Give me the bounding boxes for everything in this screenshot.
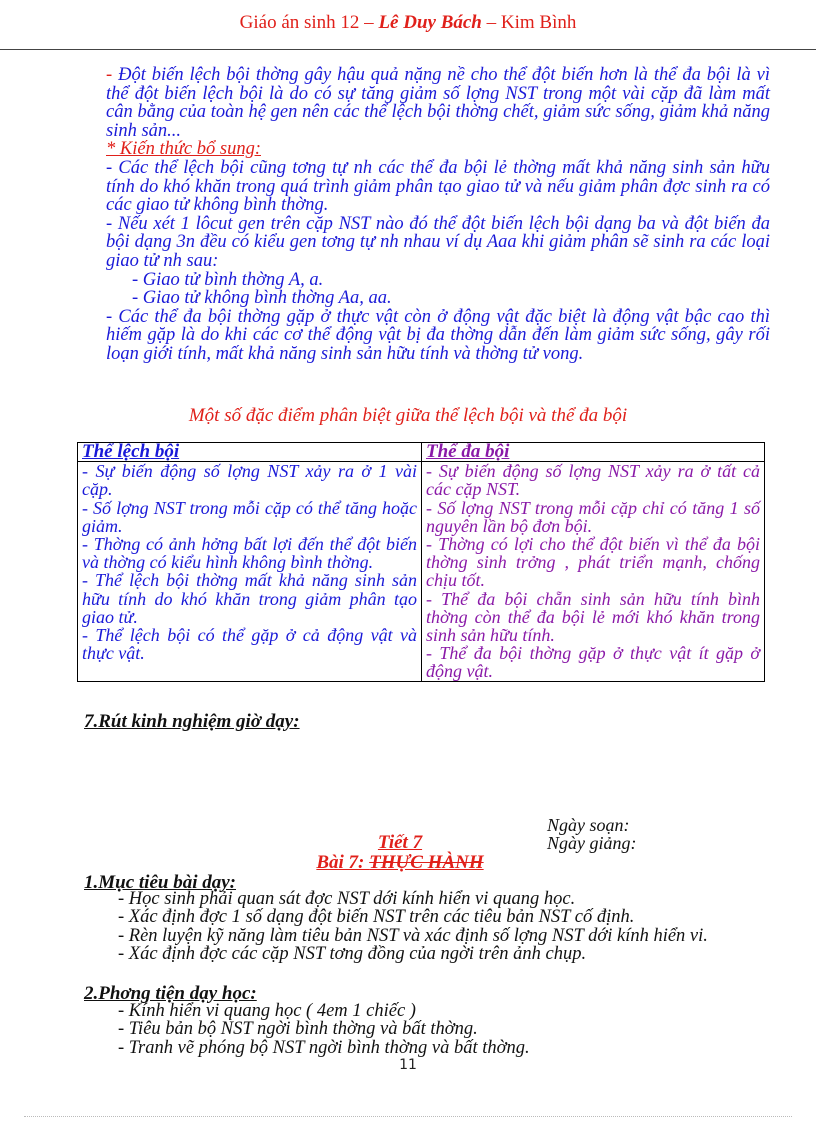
ngay-soan: Ngày soạn: bbox=[547, 815, 630, 835]
col-header-da-boi: Thể đa bội bbox=[422, 443, 765, 462]
lesson-tiet: Tiết 7 bbox=[377, 832, 423, 853]
lech-boi-cell bbox=[78, 462, 422, 681]
lech-boi-item: - Số lợng NST trong mỗi cặp có thể tăng hoặc giảm. bbox=[82, 497, 417, 536]
header-author: Lê Duy Bách bbox=[378, 12, 482, 33]
lesson-bai bbox=[300, 852, 500, 874]
dates-block bbox=[547, 816, 637, 852]
phuong-tien-list bbox=[118, 1002, 770, 1057]
muc-tieu-item: - Xác định đợc các cặp NST tơng đồng của ngời trên ảnh chụp. bbox=[118, 944, 587, 965]
lesson-bai-title: THỰC HÀNH bbox=[369, 852, 484, 873]
lech-boi-item: - Thể lệch bội thờng mất khả năng sinh sản hữu tính do khó khăn trong giảm phân tạo giao tử. bbox=[82, 570, 417, 627]
intro-sub-2: - Giao tử không bình thờng Aa, aa. bbox=[132, 288, 392, 309]
col-header-lech-boi: Thể lệch bội bbox=[78, 443, 422, 462]
da-boi-item: - Thể đa bội chẵn sinh sản hữu tính bình thờng còn thể đa bội lẻ mới khó khăn trong sinh sản hữu tính. bbox=[426, 588, 760, 646]
header-divider bbox=[0, 49, 816, 50]
phuong-tien-item: - Kính hiển vi quang học ( 4em 1 chiếc ) bbox=[118, 1001, 416, 1021]
muc-tieu-item: - Rèn luyện kỹ năng làm tiêu bản NST và xác định số lợng NST dới kính hiển vi. bbox=[118, 925, 708, 946]
footer-divider bbox=[24, 1116, 792, 1117]
da-boi-item: - Thờng có lợi cho thể đột biến vì thể đa bội thờng sinh trởng , phát triển mạnh, chống chịu tốt. bbox=[426, 534, 760, 591]
page-number: 11 bbox=[399, 1057, 417, 1073]
da-boi-item: - Sự biến động số lợng NST xảy ra ở tất cả các cặp NST. bbox=[426, 461, 760, 500]
phuong-tien-heading: 2.Phơng tiện dạy học: bbox=[84, 983, 257, 1004]
muc-tieu-list bbox=[118, 890, 770, 964]
lech-boi-item: - Thờng có ảnh hởng bất lợi đến thể đột biến và thờng có kiểu hình không bình thờng. bbox=[82, 534, 417, 573]
intro-para-3: - Nếu xét 1 lôcut gen trên cặp NST nào đó thể đột biến lệch bội dạng ba và đột biến đa bội dạng 3n đều có kiểu gen tơng tự nh nhau ví dụ Aaa khi giảm phân sẽ sinh ra các loại giao tử nh sau: bbox=[106, 213, 770, 271]
muc-tieu-item: - Học sinh phải quan sát đợc NST dới kính hiển vi quang học. bbox=[118, 889, 576, 909]
muc-tieu-item: - Xác định đợc 1 số dạng đột biến NST trên các tiêu bản NST cố định. bbox=[118, 907, 635, 928]
compare-table bbox=[77, 442, 765, 682]
lech-boi-item: - Thể lệch bội có thể gặp ở cả động vật và thực vật. bbox=[82, 625, 417, 664]
da-boi-cell bbox=[422, 462, 765, 681]
intro-para-2: - Các thể lệch bội cũng tơng tự nh các thể đa bội lẻ thờng mất khả năng sinh sản hữu tính do khó khăn trong quá trình giảm phân tạo giao tử và nếu giảm phân đợc sinh ra có các giao tử không bình thờng. bbox=[106, 157, 770, 216]
header-prefix: Giáo án sinh 12 – bbox=[239, 12, 379, 33]
muc-tieu-heading: 1.Mục tiêu bài dạy: bbox=[84, 872, 236, 893]
header-suffix: – Kim Bình bbox=[481, 12, 577, 33]
compare-title: Một số đặc điểm phân biệt giữa thể lệch bội và thể đa bội bbox=[188, 405, 628, 426]
da-boi-item: - Thể đa bội thờng gặp ở thực vật ít gặp ở động vật. bbox=[426, 643, 760, 682]
ngay-giang: Ngày giảng: bbox=[547, 833, 637, 853]
page-header bbox=[0, 12, 816, 34]
phuong-tien-item: - Tiêu bản bộ NST ngời bình thờng và bất thờng. bbox=[118, 1019, 478, 1040]
section-7-heading: 7.Rút kinh nghiệm giờ dạy: bbox=[84, 711, 300, 732]
lech-boi-item: - Sự biến động số lợng NST xảy ra ở 1 vài cặp. bbox=[82, 461, 417, 500]
phuong-tien-item: - Tranh vẽ phóng bộ NST ngời bình thờng và bất thờng. bbox=[118, 1037, 530, 1058]
intro-para-1: - Đột biến lệch bội thờng gây hậu quả nặng nề cho thể đột biến hơn là thể đa bội là vì thể đột biến lệch bội là do có sự tăng giảm số lợng NST trong một vài cặp đã làm mất cân bằng của toàn hệ gen nên các thể lệch bội thờng chết, giảm sức sống, giảm khả năng sinh sản... bbox=[106, 65, 770, 141]
lesson-bai-prefix: Bài 7: bbox=[316, 852, 370, 873]
da-boi-item: - Số lợng NST trong mỗi cặp chỉ có tăng 1 số nguyên lần bộ đơn bội. bbox=[426, 497, 760, 536]
intro-block bbox=[106, 66, 770, 364]
intro-sub-1: - Giao tử bình thờng A, a. bbox=[132, 269, 324, 290]
intro-para-4: - Các thể đa bội thờng gặp ở thực vật còn ở động vật đặc biệt là động vật bậc cao thì hiếm gặp là do khi các cơ thể động vật bị đa thờng dẫn đến làm giảm sức sống, gây rối loạn giới tính, mất khả năng sinh sản hữu tính và thờng tử vong. bbox=[106, 306, 770, 364]
kien-thuc-label: * Kiến thức bổ sung: bbox=[106, 139, 261, 160]
